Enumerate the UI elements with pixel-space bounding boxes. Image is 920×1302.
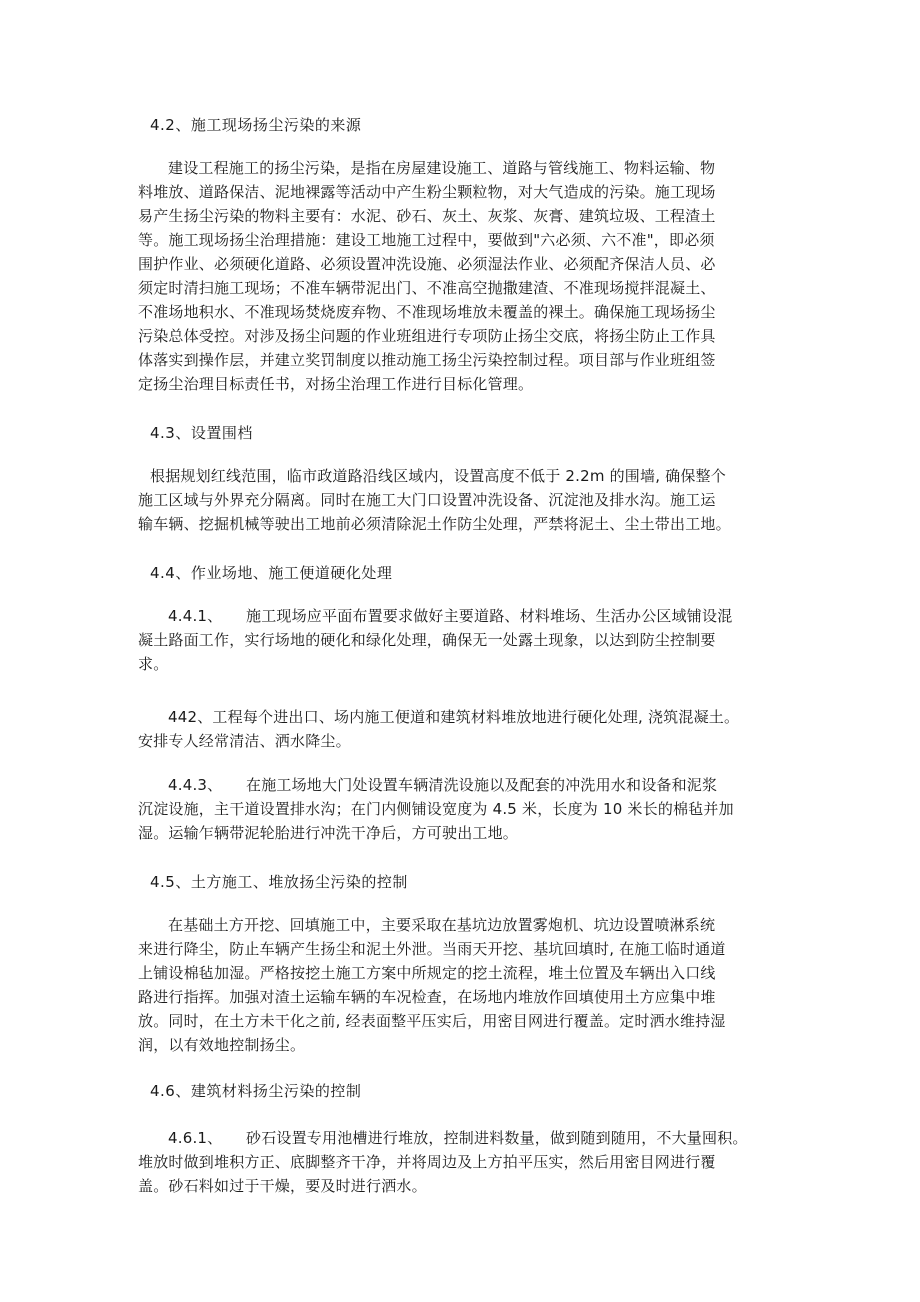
heading-4-3: 4.3、设置围档 <box>150 424 253 442</box>
text-line: 来进行降尘，防止车辆产生扬尘和泥土外泄。当雨天开挖、基坑回填时, 在施工临时通道 <box>138 940 726 958</box>
text-line: 在基础土方开挖、回填施工中，主要采取在基坑边放置雾炮机、坑边设置喷淋系统 <box>168 916 716 934</box>
text-line: 湿。运输乍辆带泥轮胎进行冲洗干净后，方可驶出工地。 <box>138 824 519 842</box>
paragraph-4-2 <box>138 156 800 396</box>
paragraph-4-4-1 <box>138 604 800 676</box>
text-line: 上铺设棉毡加湿。严格按挖土施工方案中所规定的挖土流程，堆土位置及车辆出入口线 <box>138 964 716 982</box>
heading-4-5: 4.5、土方施工、堆放扬尘污染的控制 <box>150 873 408 891</box>
text-line <box>138 604 800 628</box>
text-line: 输车辆、挖掘机械等驶出工地前必须清除泥土作防尘处理，严禁将泥土、尘土带出工地。 <box>138 515 731 533</box>
text-line: 易产生扬尘污染的物料主要有：水泥、砂石、灰土、灰浆、灰膏、建筑垃圾、工程渣土 <box>138 207 716 225</box>
text-line: 路进行指挥。加强对渣土运输车辆的车况检查，在场地内堆放作回填使用土方应集中堆 <box>138 988 716 1006</box>
text-line: 放。同时，在土方未干化之前, 经表面整平压实后，用密目网进行覆盖。定时洒水维持湿 <box>138 1012 726 1030</box>
text-line: 建设工程施工的扬尘污染，是指在房屋建设施工、道路与管线施工、物料运输、物 <box>168 159 716 177</box>
text-line: 料堆放、道路保洁、泥地裸露等活动中产生粉尘颗粒物，对大气造成的污染。施工现场 <box>138 183 716 201</box>
text-line: 不准场地积水、不准现场焚烧废弃物、不准现场堆放未覆盖的裸土。确保施工现场扬尘 <box>138 303 716 321</box>
text-line: 堆放时做到堆积方正、底脚整齐干净，并将周边及上方拍平压实，然后用密目网进行覆 <box>138 1153 716 1171</box>
text-fragment: 在施工场地大门处设置车辆清洗设施以及配套的冲洗用水和设备和泥浆 <box>246 776 718 794</box>
text-fragment: 施工现场应平面布置要求做好主要道路、材料堆场、生活办公区域铺设混 <box>246 607 733 625</box>
paragraph-4-4-2 <box>138 705 800 753</box>
text-line: 442、工程每个进出口、场内施工便道和建筑材料堆放地进行硬化处理, 浇筑混凝土。 <box>168 708 740 726</box>
item-number: 4.6.1、 <box>168 1129 223 1147</box>
paragraph-4-5 <box>138 913 800 1057</box>
text-line: 安排专人经常清洁、洒水降尘。 <box>138 732 351 750</box>
text-line: 须定时清扫施工现场；不准车辆带泥出门、不准高空抛撒建渣、不准现场搅拌混凝土、 <box>138 279 716 297</box>
paragraph-4-3 <box>138 464 800 536</box>
text-line: 盖。砂石料如过于干燥，要及时进行洒水。 <box>138 1177 427 1195</box>
text-line <box>138 1126 800 1150</box>
text-line: 凝土路面工作，实行场地的硬化和绿化处理，确保无一处露土现象，以达到防尘控制要 <box>138 631 716 649</box>
text-line: 沉淀设施，主干道设置排水沟；在门内侧铺设宽度为 4.5 米，长度为 10 米长的棉毡并加 <box>138 800 734 818</box>
paragraph-4-4-3 <box>138 773 800 845</box>
text-line: 等。施工现场扬尘治理措施：建设工地施工过程中，要做到"六必须、六不准"，即必须 <box>138 231 715 249</box>
text-fragment: 砂石设置专用池槽进行堆放，控制进料数量，做到随到随用，不大量囤积。 <box>246 1129 748 1147</box>
text-line: 体落实到操作层，并建立奖罚制度以推动施工扬尘污染控制过程。项目部与作业班组签 <box>138 351 716 369</box>
item-number: 4.4.3、 <box>168 776 223 794</box>
text-line: 定扬尘治理目标责任书，对扬尘治理工作进行目标化管理。 <box>138 375 534 393</box>
item-number: 4.4.1、 <box>168 607 223 625</box>
paragraph-4-6-1 <box>138 1126 800 1198</box>
text-line: 根据规划红线范围，临市政道路沿线区域内，设置高度不低于 2.2m 的围墙, 确保整个 <box>150 467 726 485</box>
heading-4-4: 4.4、作业场地、施工便道硬化处理 <box>150 564 393 582</box>
text-line: 围护作业、必须硬化道路、必须设置冲洗设施、必须湿法作业、必须配齐保洁人员、必 <box>138 255 716 273</box>
text-line: 求。 <box>138 655 169 673</box>
heading-4-2: 4.2、施工现场扬尘污染的来源 <box>150 116 362 134</box>
text-line: 润，以有效地控制扬尘。 <box>138 1036 306 1054</box>
heading-4-6: 4.6、建筑材料扬尘污染的控制 <box>150 1082 362 1100</box>
text-line: 污染总体受控。对涉及扬尘问题的作业班组进行专项防止扬尘交底，将扬尘防止工作具 <box>138 327 716 345</box>
text-line <box>138 773 800 797</box>
text-line: 施工区域与外界充分隔离。同时在施工大门口设置冲洗设备、沉淀池及排水沟。施工运 <box>138 491 716 509</box>
